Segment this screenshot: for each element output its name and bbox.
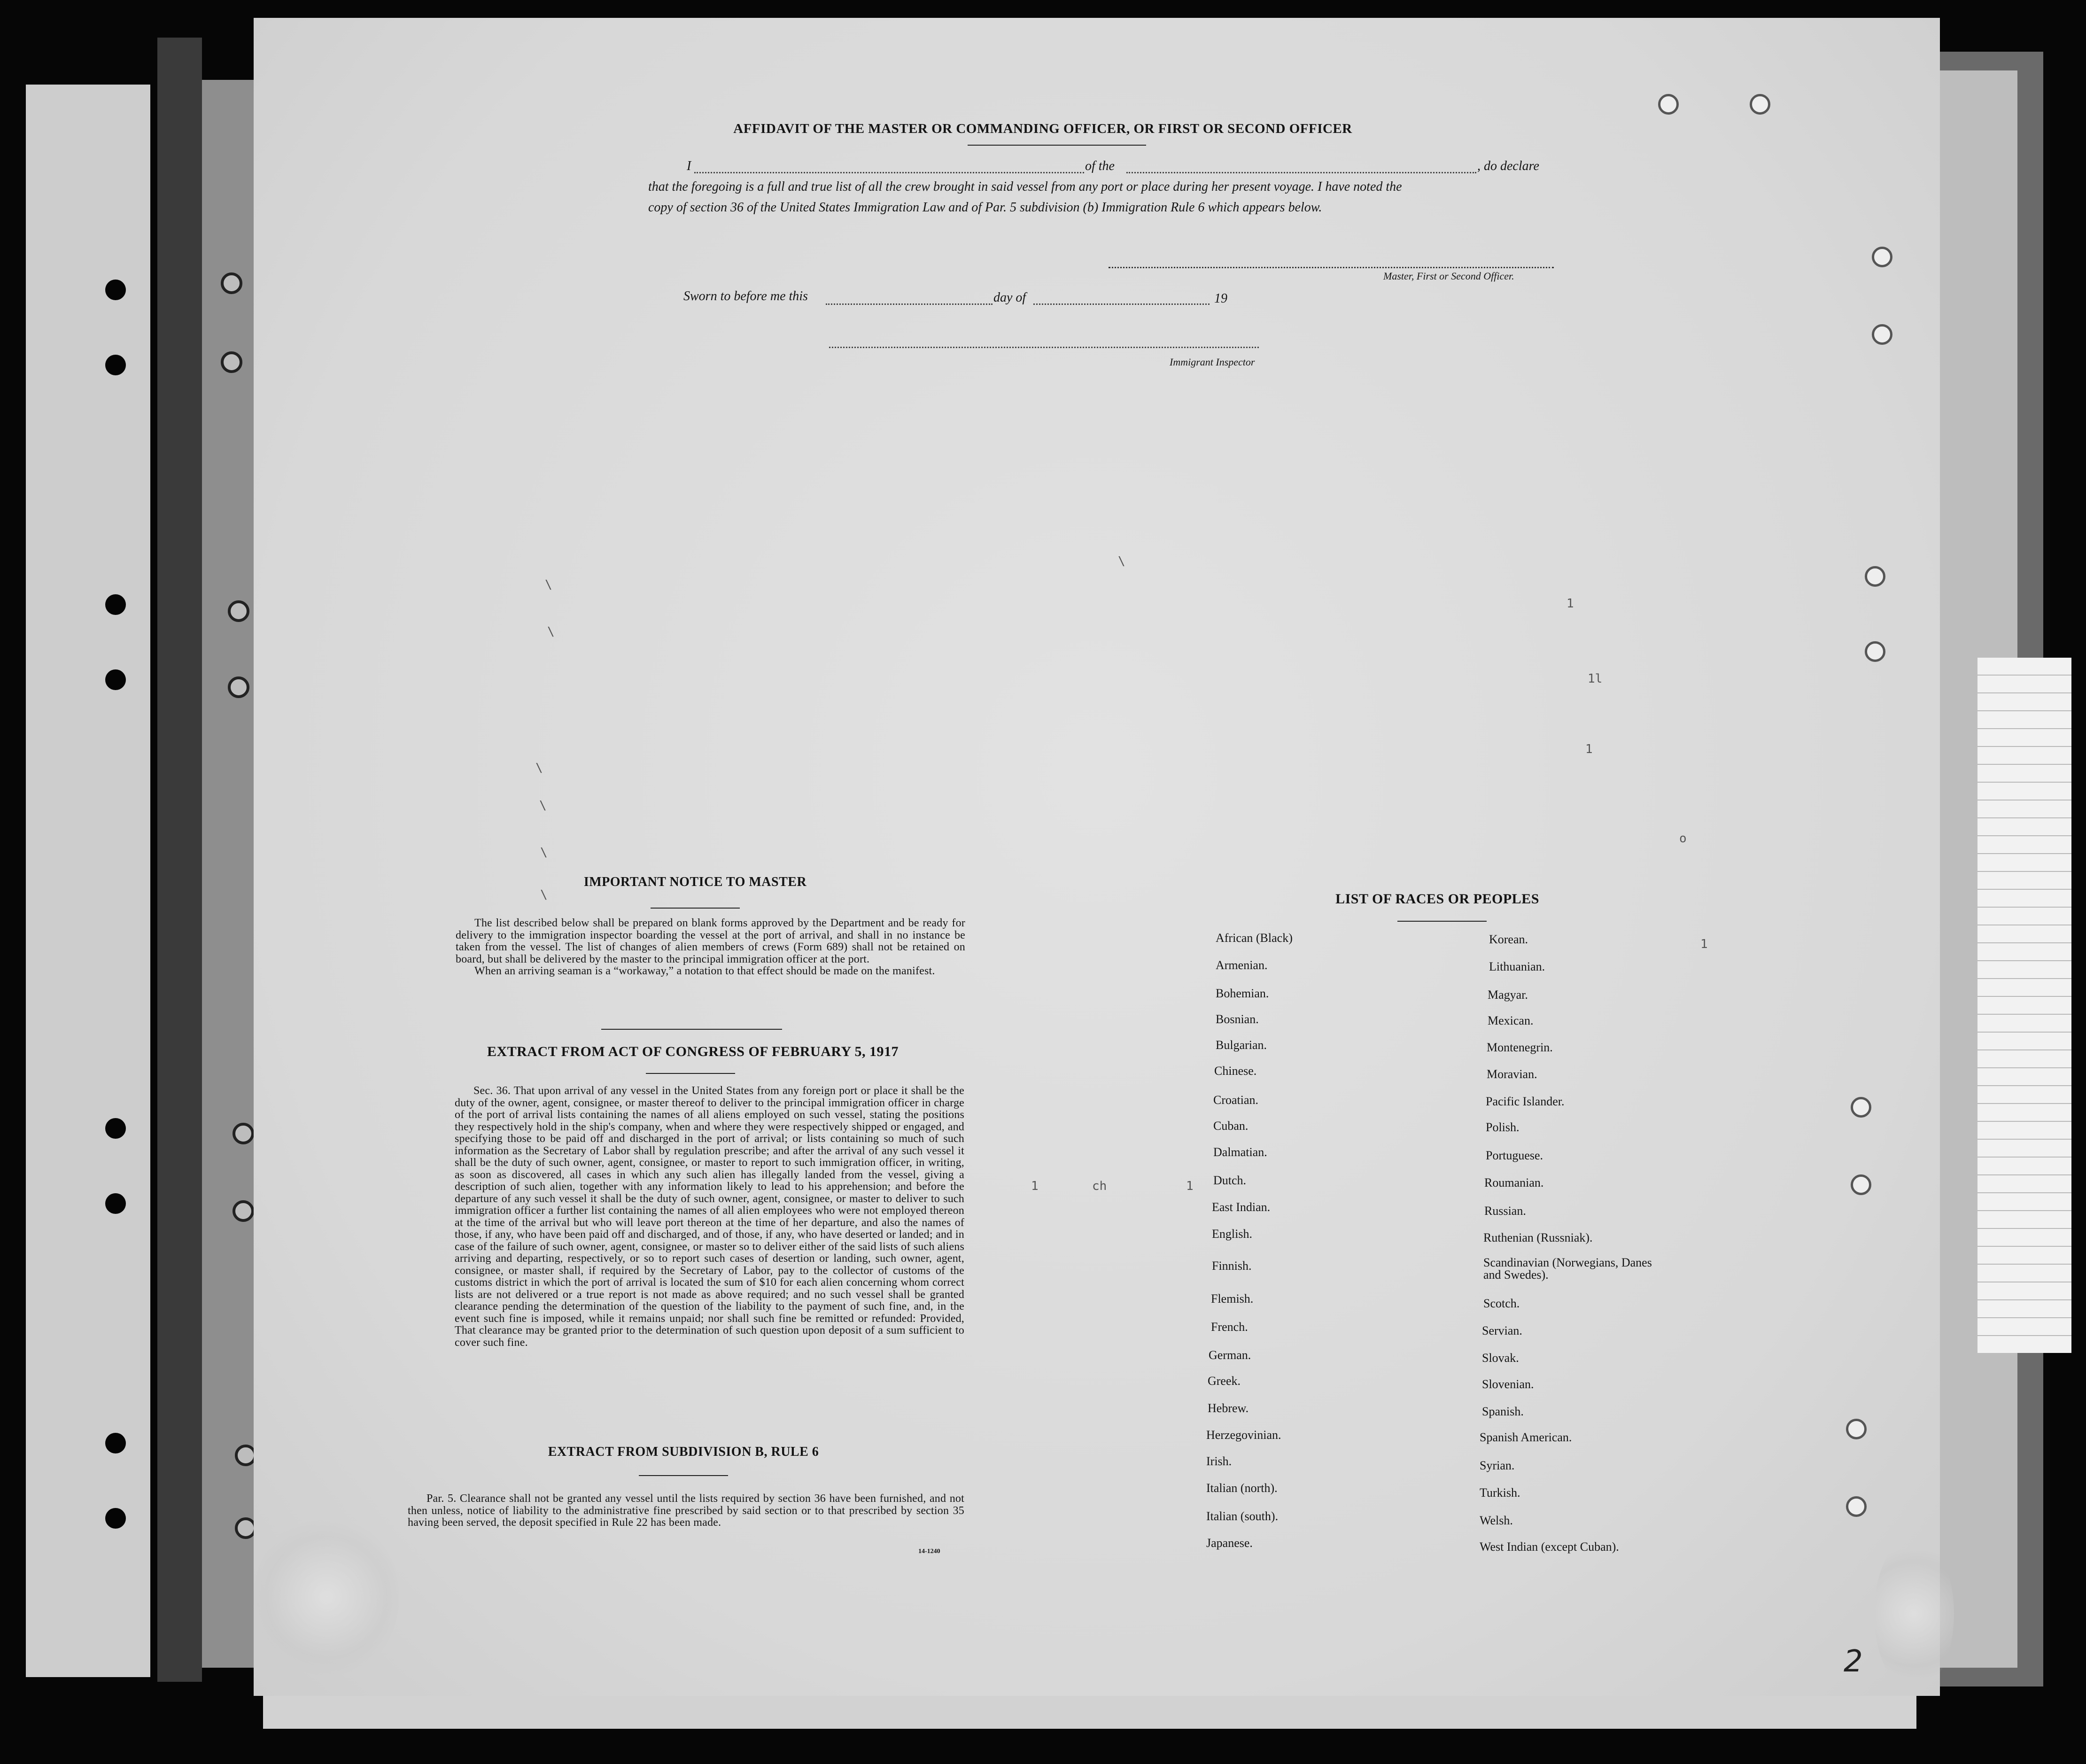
bleed-through-mark: 1 (1031, 1179, 1039, 1193)
notice-title: IMPORTANT NOTICE TO MASTER (583, 875, 807, 889)
races-rule (1397, 921, 1487, 922)
race-right-item: Scotch. (1483, 1297, 1520, 1310)
bleed-through-mark: 1 (1700, 937, 1708, 951)
race-right-item: Moravian. (1487, 1067, 1537, 1081)
ring-hole-icon (228, 676, 249, 698)
race-left-item: Irish. (1206, 1454, 1232, 1468)
race-right-item: Scandinavian (Norwegians, Danes and Swedes). (1483, 1256, 1652, 1282)
ring-hole-icon (1658, 94, 1679, 115)
extract-rule-body (408, 1493, 964, 1529)
extract-rule-rule (639, 1475, 728, 1476)
race-left-item: Chinese. (1214, 1064, 1257, 1078)
ring-hole-icon (1872, 324, 1892, 345)
race-right-item: Slovak. (1482, 1351, 1519, 1365)
extract-act-body (455, 1085, 964, 1349)
ring-hole-icon (1851, 1174, 1871, 1195)
embossed-seal (1874, 1536, 1954, 1691)
notice-body (456, 917, 965, 978)
extract-act-rule (646, 1073, 735, 1074)
ring-hole-icon (221, 272, 242, 294)
race-right-item: Syrian. (1480, 1459, 1515, 1472)
vessel-name-field[interactable] (1126, 172, 1476, 173)
extract-act-section-36: Sec. 36. That upon arrival of any vessel in the United States from any foreign port or place it shall be the duty of the owner, agent, consignee, or master thereof to deliver to the principal immigration officer in charge of the port of arrival lists containing the names of all aliens employed on such vessel, stating the positions they respectively hold in the ship's company, when and where they were respectively shipped or engaged, and specifying those to be paid off and discharged in the port of arrival; or lists containing so much of such information as the Secretary of Labor shall by regulation prescribe; and after the arrival of any such vessel it shall be the duty of such owner, agent, consignee, or master to report to such immigration officer, in writing, as soon as discovered, all cases in which any such alien has illegally landed from the vessel, giving a description of such alien, together with any information likely to lead to his apprehension; and before the departure of any such vessel it shall be the duty of such owner, agent, consignee, or master to deliver to such immigration officer a further list containing the names of all alien employees who were not employed thereon at the time of the arrival but who will leave port thereon at the time of her departure, and also the names of those, if any, who have been paid off and discharged, and of those, if any, who have deserted or landed; and in case of the failure of such owner, agent, consignee, or master so to deliver either of the said lists of such aliens arriving and departing, respectively, or so to report such cases of desertion or landing, such owner, agent, consignee, or master shall, if required by the Secretary of Labor, pay to the collector of customs of the customs district in which the port of arrival is located the sum of $10 for each alien concerning whom correct lists are not delivered or a true report is not made as above required; and no such vessel shall be granted clearance pending the determination of the question of the liability to the payment of such fine, and, in the event such fine is imposed, while it remains unpaid; nor shall such fine be remitted or refunded: Provided, That clearance may be granted prior to the determination of such question upon deposit of a sum sufficient to cover such fine. (455, 1085, 964, 1349)
ring-hole-icon (1865, 566, 1885, 587)
race-right-item: West Indian (except Cuban). (1480, 1540, 1619, 1554)
race-left-item: Italian (south). (1206, 1509, 1279, 1523)
punch-hole-icon (105, 1193, 126, 1214)
handwritten-page-number: 2 (1844, 1644, 1863, 1679)
year-label: 19 (1214, 291, 1227, 306)
sworn-day-field[interactable] (826, 303, 993, 305)
race-left-item: Croatian. (1213, 1093, 1259, 1107)
race-left-item: English. (1212, 1227, 1252, 1241)
affidavit-declare: , do declare (1477, 159, 1539, 173)
ring-hole-icon (221, 351, 242, 373)
bleed-through-mark: 1l (1588, 672, 1603, 686)
race-left-item: Japanese. (1206, 1536, 1253, 1550)
bleed-through-mark: ch (1092, 1179, 1107, 1193)
race-left-item: African (Black) (1216, 931, 1293, 945)
bleed-through-mark: \ (540, 888, 548, 902)
punch-hole-icon (105, 1508, 126, 1529)
race-left-item: Bosnian. (1216, 1012, 1259, 1026)
race-right-item: Russian. (1484, 1204, 1526, 1218)
section-rule (601, 1029, 782, 1030)
race-right-item: Servian. (1482, 1324, 1522, 1337)
race-left-item: German. (1209, 1348, 1251, 1362)
underlying-page-edge-dark (157, 38, 202, 1682)
race-right-item: Pacific Islander. (1486, 1095, 1565, 1108)
race-left-item: French. (1211, 1320, 1248, 1334)
race-right-item: Welsh. (1480, 1514, 1513, 1527)
master-name-field[interactable] (694, 172, 1084, 173)
extract-rule-title: EXTRACT FROM SUBDIVISION B, RULE 6 (548, 1445, 819, 1459)
race-left-item: Flemish. (1211, 1292, 1254, 1306)
bleed-through-mark: \ (540, 846, 548, 860)
race-right-item: Lithuanian. (1489, 960, 1545, 973)
ring-hole-icon (1872, 247, 1892, 267)
race-left-item: Greek. (1208, 1374, 1241, 1388)
ring-hole-icon (1750, 94, 1770, 115)
race-right-item: Spanish. (1482, 1405, 1524, 1418)
ring-hole-icon (1851, 1097, 1871, 1118)
affidavit-line-3: copy of section 36 of the United States Immigration Law and of Par. 5 subdivision (b) Immigration Rule 6 which appears below. (648, 200, 1322, 215)
notice-rule (651, 908, 740, 909)
bleed-through-mark: \ (547, 625, 555, 639)
bleed-through-mark: \ (545, 578, 552, 592)
ring-hole-icon (233, 1123, 254, 1144)
inspector-signature-field[interactable] (829, 347, 1259, 348)
race-left-item: Dalmatian. (1213, 1145, 1267, 1159)
day-of-label: day of (993, 290, 1026, 305)
race-right-item: Spanish American. (1480, 1430, 1572, 1444)
race-left-item: Bohemian. (1216, 987, 1269, 1000)
form-number: 14-1240 (918, 1548, 940, 1555)
race-left-item: Italian (north). (1206, 1481, 1278, 1495)
race-right-item: Roumanian. (1484, 1176, 1544, 1189)
bleed-through-mark: \ (539, 799, 547, 813)
bleed-through-mark: 1 (1585, 742, 1593, 756)
affidavit-line-2: that the foregoing is a full and true list of all the crew brought in said vessel from any port or place during her present voyage. I have noted the (648, 179, 1402, 194)
bleed-through-mark: \ (535, 761, 543, 775)
race-right-item: Magyar. (1488, 988, 1528, 1002)
master-signature-field[interactable] (1109, 267, 1554, 268)
race-left-item: Herzegovinian. (1206, 1428, 1281, 1442)
ring-hole-icon (233, 1200, 254, 1222)
punch-hole-icon (105, 355, 126, 375)
punch-hole-icon (105, 669, 126, 690)
punch-hole-icon (105, 1118, 126, 1139)
race-left-item: Dutch. (1213, 1173, 1247, 1187)
extract-act-title: EXTRACT FROM ACT OF CONGRESS OF FEBRUARY 5, 1917 (487, 1044, 899, 1059)
races-title: LIST OF RACES OR PEOPLES (1335, 891, 1539, 907)
affidavit-title: AFFIDAVIT OF THE MASTER OR COMMANDING OFFICER, OR FIRST OR SECOND OFFICER (733, 121, 1352, 136)
sworn-label: Sworn to before me this (683, 289, 808, 303)
race-left-item: Armenian. (1216, 958, 1268, 972)
punch-hole-icon (105, 594, 126, 615)
race-right-item: Ruthenian (Russniak). (1483, 1231, 1593, 1244)
ring-hole-icon (228, 600, 249, 622)
race-left-item: Hebrew. (1208, 1401, 1249, 1415)
bleed-through-mark: o (1679, 831, 1687, 846)
extract-rule-paragraph: Par. 5. Clearance shall not be granted any vessel until the lists required by section 36 have been furnished, and not then unless, notice of liability to the administrative fine prescribed by said section or to that prescribed by section 35 having been served, the deposit specified in Rule 22 has been made. (408, 1492, 964, 1529)
race-right-item: Portuguese. (1486, 1149, 1543, 1162)
race-right-item: Slovenian. (1482, 1377, 1534, 1391)
punch-hole-icon (105, 1433, 126, 1453)
notice-paragraph-1: The list described below shall be prepared on blank forms approved by the Department and be ready for delivery to the immigration inspector boarding the vessel at the port of arrival, and shall in no instance be taken from the vessel. The list of changes of alien members of crews (Form 689) shall not be retained on board, but shall be delivered by the master to the principal immigration officer at the port. (456, 917, 965, 965)
embossed-seal (254, 1515, 399, 1679)
inspector-caption: Immigrant Inspector (1170, 356, 1255, 368)
race-right-item: Mexican. (1488, 1014, 1534, 1027)
race-left-item: Finnish. (1212, 1259, 1252, 1273)
affidavit-of-the: of the (1085, 159, 1115, 173)
ruled-paper-right (1977, 658, 2071, 1353)
bleed-through-mark: 1 (1566, 597, 1574, 611)
bleed-through-mark: 1 (1186, 1179, 1194, 1193)
underlying-page-left (26, 85, 150, 1677)
ring-hole-icon (1865, 641, 1885, 662)
ring-hole-icon (1846, 1419, 1867, 1439)
race-right-item: Polish. (1486, 1120, 1520, 1134)
race-left-item: Cuban. (1213, 1119, 1248, 1133)
ring-hole-icon (1846, 1496, 1867, 1517)
race-left-item: Bulgarian. (1216, 1038, 1267, 1052)
punch-hole-icon (105, 280, 126, 300)
master-signature-caption: Master, First or Second Officer. (1383, 270, 1514, 282)
race-right-item: Turkish. (1480, 1486, 1520, 1500)
title-rule (968, 145, 1146, 146)
sworn-month-field[interactable] (1033, 303, 1210, 305)
bleed-through-mark: \ (1118, 554, 1125, 568)
race-right-item: Korean. (1489, 933, 1528, 946)
notice-paragraph-2: When an arriving seaman is a “workaway,” a notation to that effect should be made on the manifest. (474, 965, 935, 977)
affidavit-i: I (687, 159, 691, 173)
race-left-item: East Indian. (1212, 1200, 1271, 1214)
race-right-item: Montenegrin. (1487, 1041, 1553, 1054)
